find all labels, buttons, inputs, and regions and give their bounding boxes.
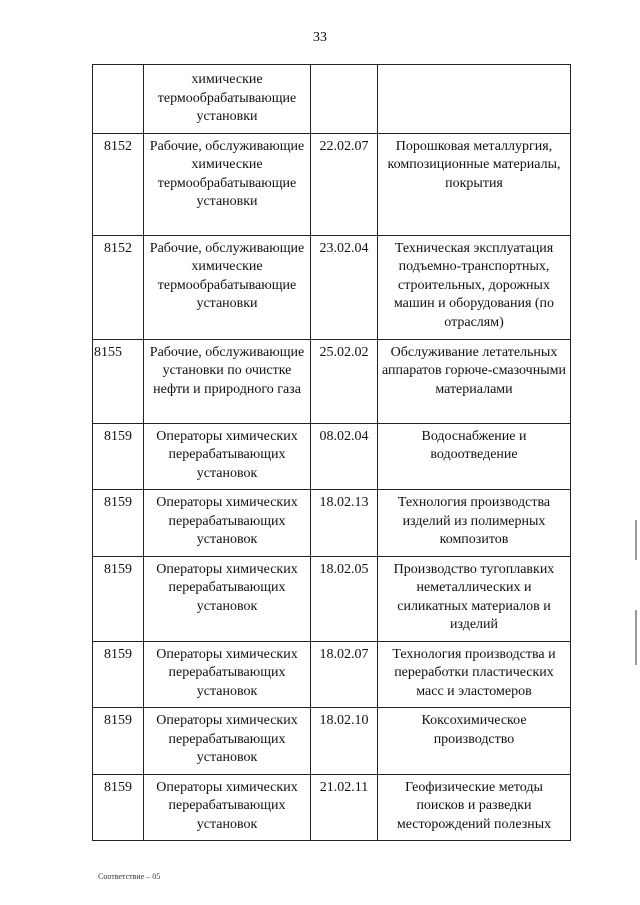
specialty-name-cell (378, 65, 571, 134)
scan-edge-mark (635, 610, 637, 665)
table-row (93, 65, 571, 134)
occupation-name-cell: Операторы химических перерабатывающих установок (144, 423, 311, 490)
specialty-code-cell (311, 65, 378, 134)
occupation-name-cell: Операторы химических перерабатывающих установок (144, 556, 311, 641)
table-row (93, 641, 571, 708)
occupation-code-cell (93, 65, 144, 134)
specialty-name-cell: Технология производства и переработки пластических масс и эластомеров (378, 641, 571, 708)
specialty-name-cell: Водоснабжение и водоотведение (378, 423, 571, 490)
specialty-code-cell: 21.02.11 (311, 774, 378, 841)
occupation-code-cell: 8159 (93, 490, 144, 557)
occupation-name-cell: химические термообрабатывающие установки (144, 65, 311, 134)
scan-edge-mark (635, 520, 637, 560)
occupation-name-cell: Рабочие, обслуживающие химические термообрабатывающие установки (144, 235, 311, 339)
classification-table (92, 64, 571, 841)
table-row (93, 235, 571, 339)
specialty-name-cell: Порошковая металлургия, композиционные материалы, покрытия (378, 133, 571, 235)
occupation-code-cell: 8159 (93, 774, 144, 841)
occupation-name-cell: Операторы химических перерабатывающих установок (144, 774, 311, 841)
occupation-code-cell: 8159 (93, 556, 144, 641)
table-row (93, 490, 571, 557)
specialty-name-cell: Обслуживание летательных аппаратов горюче-смазочными материалами (378, 339, 571, 423)
occupation-name-cell: Операторы химических перерабатывающих установок (144, 708, 311, 775)
specialty-name-cell: Коксохимическое производство (378, 708, 571, 775)
specialty-code-cell: 22.02.07 (311, 133, 378, 235)
occupation-name-cell: Рабочие, обслуживающие химические термообрабатывающие установки (144, 133, 311, 235)
occupation-name-cell: Операторы химических перерабатывающих установок (144, 641, 311, 708)
occupation-name-cell: Рабочие, обслуживающие установки по очистке нефти и природного газа (144, 339, 311, 423)
occupation-code-cell: 8152 (93, 133, 144, 235)
occupation-name-cell: Операторы химических перерабатывающих установок (144, 490, 311, 557)
occupation-code-cell: 8155 (93, 339, 144, 423)
specialty-code-cell: 18.02.10 (311, 708, 378, 775)
specialty-code-cell: 25.02.02 (311, 339, 378, 423)
specialty-code-cell: 08.02.04 (311, 423, 378, 490)
specialty-name-cell: Геофизические методы поисков и разведки месторождений полезных (378, 774, 571, 841)
table-row (93, 708, 571, 775)
specialty-code-cell: 18.02.07 (311, 641, 378, 708)
occupation-code-cell: 8152 (93, 235, 144, 339)
specialty-name-cell: Производство тугоплавких неметаллических и силикатных материалов и изделий (378, 556, 571, 641)
table-row (93, 556, 571, 641)
occupation-code-cell: 8159 (93, 423, 144, 490)
table-row (93, 423, 571, 490)
table-row (93, 339, 571, 423)
page-number: 33 (313, 30, 327, 45)
specialty-name-cell: Техническая эксплуатация подъемно-транспортных, строительных, дорожных машин и оборудования (по отраслям) (378, 235, 571, 339)
occupation-code-cell: 8159 (93, 708, 144, 775)
specialty-code-cell: 18.02.13 (311, 490, 378, 557)
table-row (93, 133, 571, 235)
specialty-code-cell: 23.02.04 (311, 235, 378, 339)
footer-note: Соответствие – 05 (98, 872, 161, 881)
occupation-code-cell: 8159 (93, 641, 144, 708)
table-row (93, 774, 571, 841)
specialty-code-cell: 18.02.05 (311, 556, 378, 641)
specialty-name-cell: Технология производства изделий из полимерных композитов (378, 490, 571, 557)
